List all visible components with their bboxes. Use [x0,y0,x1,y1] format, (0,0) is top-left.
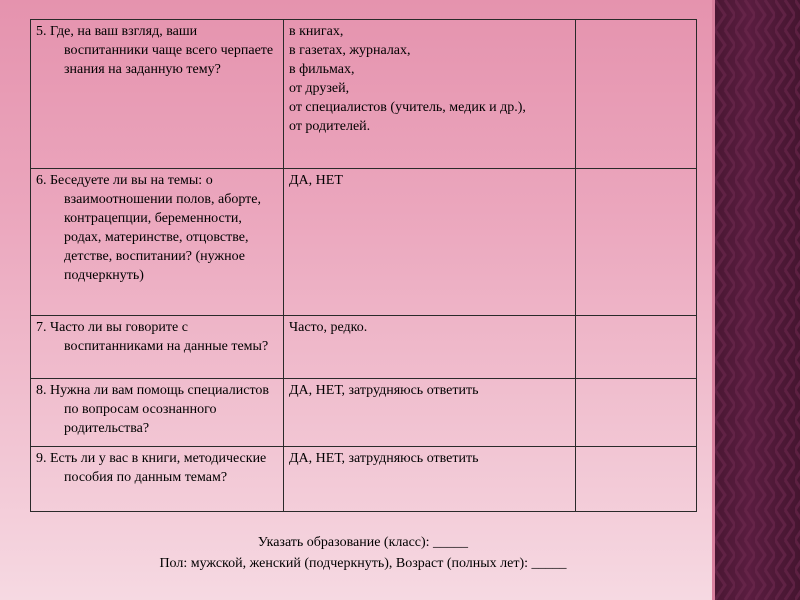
answer-cell[interactable] [576,20,697,169]
question-text: 7. Часто ли вы говорите с воспитанниками на данные темы? [36,320,269,354]
question-cell [31,316,284,379]
option-item: в газетах, журналах, [289,43,411,58]
options-cell [284,447,576,512]
education-field-line: Указать образование (класс): _____ [257,535,469,550]
options-cell [284,379,576,447]
question-text: 5. Где, на ваш взгляд, ваши воспитанники чаще всего черпаете знания на заданную тему? [36,24,274,77]
options-cell [284,20,576,169]
option-item: в фильмах, [289,62,355,77]
question-text: 9. Есть ли у вас в книги, методические пособия по данным темам? [36,451,267,485]
question-text: 8. Нужна ли вам помощь специалистов по вопросам осознанного родительства? [36,383,270,436]
option-item: ДА, НЕТ, затрудняюсь ответить [289,383,479,398]
option-item: Часто, редко. [289,320,368,335]
question-cell [31,169,284,316]
table-row [31,379,697,447]
answer-cell[interactable] [576,169,697,316]
option-item: от специалистов (учитель, медик и др.), [289,100,526,115]
chevron-pattern-icon [715,0,800,600]
options-cell [284,169,576,316]
option-item: от родителей. [289,119,371,134]
option-item: ДА, НЕТ, затрудняюсь ответить [289,451,479,466]
question-cell [31,20,284,169]
table-row [31,20,697,169]
answer-cell[interactable] [576,447,697,512]
option-item: в книгах, [289,24,344,39]
question-text: 6. Беседуете ли вы на темы: о взаимоотношении полов, аборте, контрацепции, беременности, родах, материнстве, отцовстве, детстве, воспитании? (нужное подчеркнуть) [36,173,261,283]
table-row [31,316,697,379]
table-row [31,169,697,316]
gender-age-field-line: Пол: мужской, женский (подчеркнуть), Возраст (полных лет): _____ [159,556,567,571]
options-cell [284,316,576,379]
question-cell [31,447,284,512]
survey-table [30,19,697,512]
answer-cell[interactable] [576,316,697,379]
table-row [31,447,697,512]
answer-cell[interactable] [576,379,697,447]
option-item: ДА, НЕТ [289,173,343,188]
question-cell [31,379,284,447]
option-item: от друзей, [289,81,350,96]
decorative-side-band [715,0,800,600]
